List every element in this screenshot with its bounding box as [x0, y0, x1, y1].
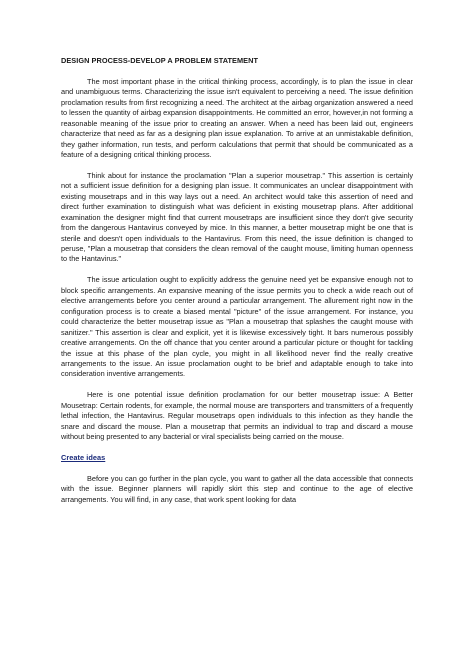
create-ideas-heading: Create ideas — [61, 452, 106, 462]
paragraph-issue-articulation: The issue articulation ought to explicitly address the genuine need yet be expansive enough not to block specific arrangements. An expansive meaning of the issue permits you to check a wide reach out of elective arrangements before you center around a particular arrangement. The allurement right now in the configuration process is to create a biased mental "picture" of the issue arrangement. For instance, you could characterize the better mousetrap issue as "Plan a mousetrap that splashes the caught mouse with sanitizer." This assertion is clear and explicit, yet it is likewise excessively tight. It bars numerous possibly creative arrangements. On the off chance that you center around a particular picture or thought for tackling the issue at this phase of the plan cycle, you might in all likelihood never find the really creative arrangements to the issue. An issue proclamation ought to be brief and adaptable enough to take into consideration inventive arrangements. — [61, 275, 413, 379]
document-body — [61, 56, 413, 516]
section-heading: DESIGN PROCESS-DEVELOP A PROBLEM STATEMENT — [61, 56, 258, 65]
paragraph-create-ideas: Before you can go further in the plan cycle, you want to gather all the data accessible that connects with the issue. Beginner planners will rapidly skirt this step and continue to the age of elective arrangements. You will find, in any case, that work spent looking for data — [61, 473, 413, 504]
paragraph-problem-statement: The most important phase in the critical thinking process, accordingly, is to plan the issue in clear and unambiguous terms. Characterizing the issue isn't equivalent to perceiving a need. The issue definition proclamation results from first recognizing a need. The architect at the airbag organization answered a need to lessen the quantity of airbag expansion disappointments. He committed an error, however,in not forming a reasonable meaning of the issue prior to creating an answer. When a need has been laid out, engineers characterize that need as far as a designing plan issue explanation. To arrive at an unmistakable definition, they gather information, run tests, and perform calculations that permit that should be communicated as a feature of a designing critical thinking process. — [61, 76, 413, 160]
paragraph-mousetrap-example: Think about for instance the proclamation "Plan a superior mousetrap." This assertion is certainly not a sufficient issue definition for a designing plan issue. It communicates an unclear disappointment with existing mousetraps and in this way lays out a need. An architect would take this assertion of need and direct further examination to distinguish what was deficient in existing mousetrap plans. After additional examination the designer might find that current mousetraps are insufficient since they don't give security from the dangerous Hantavirus conveyed by mice. In this manner, a better mousetrap might be one that is sterile and doesn't open individuals to the Hantavirus. From this need, the issue definition is changed to peruse, "Plan a mousetrap that considers the clean removal of the caught mouse, limiting human openness to the Hantavirus." — [61, 170, 413, 264]
paragraph-potential-definition: Here is one potential issue definition proclamation for our better mousetrap issue: A Better Mousetrap: Certain rodents, for example, the normal mouse are transporters and transmitters of a frequently lethal infection, the Hantavirus. Regular mousetraps open individuals to this infection as they handle the snare and discard the mouse. Plan a mousetrap that permits an individual to trap and discard a mouse without being presented to any bacterial or viral specialists being carried on the mouse. — [61, 390, 413, 442]
